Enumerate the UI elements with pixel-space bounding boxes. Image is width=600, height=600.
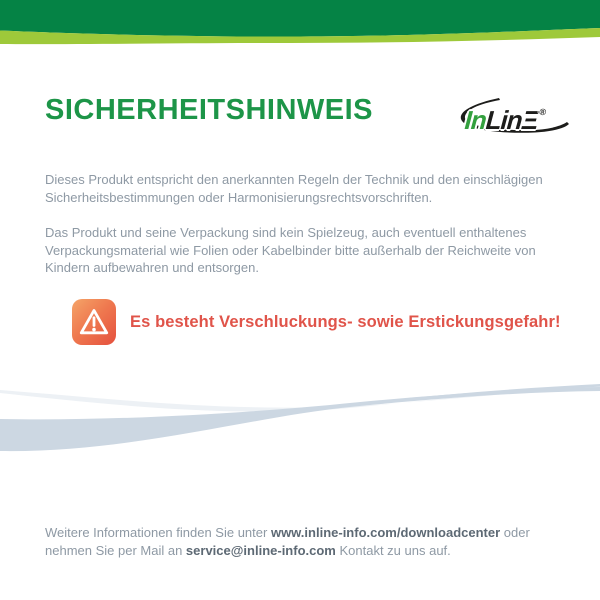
wave-highlight (0, 385, 600, 412)
warning-text: Es besteht Verschluckungs- sowie Erstickungsgefahr! (130, 312, 561, 331)
download-center-link[interactable]: www.inline-info.com/downloadcenter (270, 525, 501, 540)
warning-row (72, 299, 561, 345)
paragraph-regulations: Dieses Produkt entspricht den anerkannten Regeln der Technik und den einschlägigen Sicherheitsbestimmungen oder Harmonisierungsrechtsvorschriften. (45, 172, 543, 205)
footer-segment-3: Kontakt zu uns auf. (335, 542, 451, 558)
footer-segment-2: oder nehmen Sie per Mail an (45, 525, 530, 558)
service-email-link[interactable]: service@inline-info.com (185, 542, 336, 558)
banner-dark-green-wave (0, 0, 600, 37)
registered-mark: ® (539, 107, 547, 117)
logo-text-green: In (463, 105, 487, 135)
middle-wave-divider (0, 375, 600, 465)
inline-logo (455, 96, 573, 140)
footer-segment-1: Weitere Informationen finden Sie unter (45, 525, 271, 540)
page-title: SICHERHEITSHINWEIS (45, 94, 374, 126)
paragraph-packaging: Das Produkt und seine Verpackung sind kein Spielzeug, auch eventuell enthaltenes Verpackungsmaterial wie Folien oder Kabelbinder bitte außerhalb der Reichweite von Kindern aufbewahren und entsorgen. (45, 225, 536, 275)
warning-triangle-icon (72, 299, 116, 345)
logo-stylized-e: Ξ (520, 105, 540, 135)
footer-info-text (45, 524, 561, 559)
wave-main-ribbon (0, 387, 600, 451)
logo-text-black: Lin (484, 105, 523, 135)
header-wave-banner (0, 0, 600, 60)
logo-wordmark (464, 99, 547, 133)
